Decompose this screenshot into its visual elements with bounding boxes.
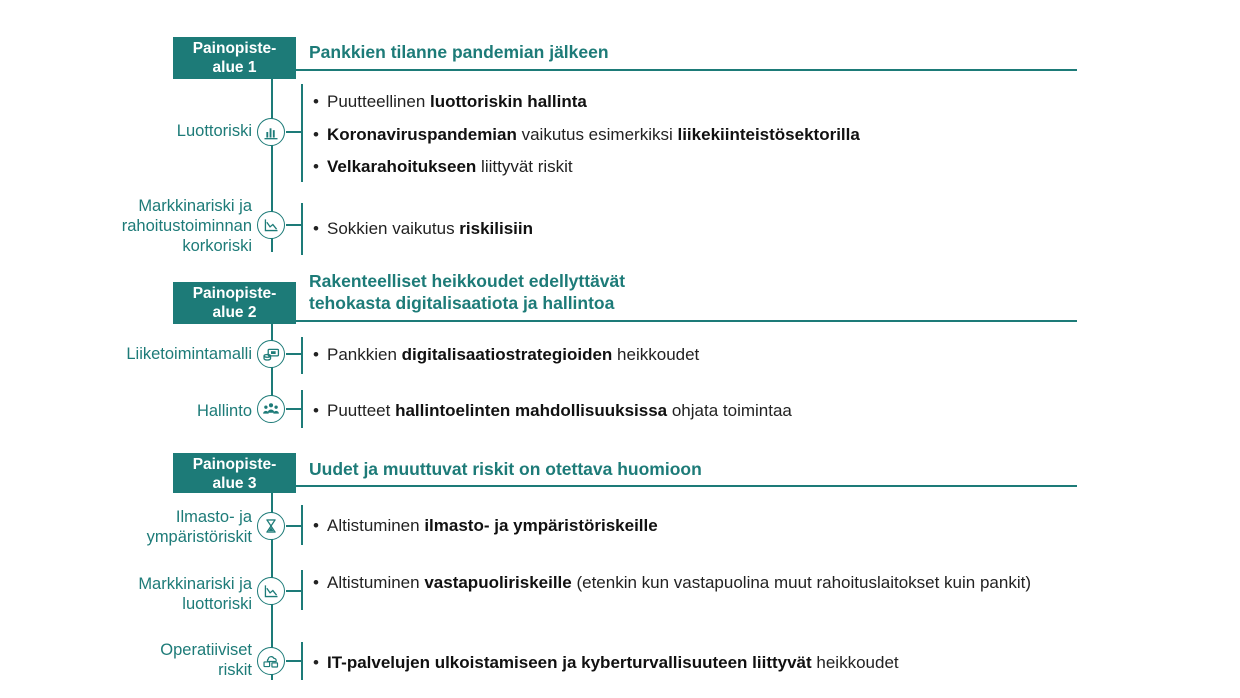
bullet-text: [327, 652, 1093, 674]
heading-underline: [296, 320, 1077, 322]
risk-category-label: [147, 507, 252, 547]
plain-text: Sokkien vaikutus: [327, 219, 460, 238]
risk-category-label-line: Hallinto: [196, 402, 252, 420]
line-chart-icon: [257, 211, 285, 239]
heading-underline: [296, 485, 1077, 487]
risk-category-label-line: Liiketoimintamalli: [126, 345, 252, 363]
emphasized-text: liikekiinteistösektorilla: [677, 125, 860, 144]
bracket-connector: [286, 525, 302, 527]
priority-area-heading: [309, 270, 625, 314]
emphasized-text: Koronaviruspandemian: [327, 125, 517, 144]
bullet-item: [313, 156, 1093, 178]
line-chart-icon: [257, 577, 285, 605]
plain-text: Puutteet: [327, 401, 396, 420]
plain-text: heikkoudet: [612, 345, 700, 364]
plain-text: liittyvät riskit: [476, 157, 573, 176]
risk-category-label: [197, 401, 252, 421]
priority-area-badge: [173, 37, 296, 79]
bullet-item: [313, 91, 1093, 113]
priority-area-heading-line: Rakenteelliset heikkoudet edellyttävät: [309, 271, 626, 291]
money-icon: [257, 340, 285, 368]
bracket-connector: [286, 224, 302, 226]
bullet-marker: •: [313, 573, 319, 592]
risk-category-label: [138, 574, 252, 614]
risk-category-label-line: rahoitustoiminnan: [121, 217, 252, 235]
risk-category-label-line: korkoriski: [182, 237, 252, 255]
bracket-connector: [286, 131, 302, 133]
group-bracket: [301, 84, 303, 182]
bullet-text: [327, 218, 1093, 240]
priority-area-badge-line: alue 2: [212, 304, 257, 321]
priority-area-heading-line: tehokasta digitalisaatiota ja hallintoa: [309, 293, 615, 313]
priority-area-badge-line: Painopiste-: [192, 456, 277, 473]
risk-category-label: [177, 121, 252, 141]
emphasized-text: digitalisaatiostrategioiden: [401, 345, 613, 364]
risk-category-label-line: Markkinariski ja: [138, 575, 252, 593]
bullet-text: [327, 400, 1093, 422]
bullet-item: [313, 652, 1093, 674]
bullet-marker: •: [313, 345, 319, 364]
bullet-marker: •: [313, 401, 319, 420]
priority-area-badge: [173, 453, 296, 493]
risk-category-label: [122, 196, 252, 256]
emphasized-text: riskilisiin: [459, 219, 533, 238]
emphasized-text: vastapuoliriskeille: [424, 573, 572, 592]
bullet-marker: •: [313, 92, 319, 111]
priority-area-heading-line: Uudet ja muuttuvat riskit on otettava huomioon: [309, 459, 702, 479]
bullet-item: [313, 572, 1093, 594]
bracket-connector: [286, 408, 302, 410]
priority-area-heading-line: Pankkien tilanne pandemian jälkeen: [309, 42, 609, 62]
bullet-text: [327, 344, 1093, 366]
plain-text: Puutteellinen: [327, 92, 431, 111]
emphasized-text: Velkarahoitukseen: [327, 157, 477, 176]
priority-area-badge-line: alue 1: [212, 59, 257, 76]
bullet-marker: •: [313, 653, 319, 672]
bracket-connector: [286, 353, 302, 355]
people-icon: [257, 395, 285, 423]
bullet-text: [327, 156, 1093, 178]
bullet-text: [327, 124, 1093, 146]
bullet-marker: •: [313, 516, 319, 535]
bullet-text: [327, 572, 1093, 594]
risk-category-label-line: luottoriski: [182, 595, 252, 613]
bullet-item: [313, 515, 1093, 537]
priority-area-badge-line: alue 3: [212, 475, 257, 492]
emphasized-text: IT-palvelujen ulkoistamiseen ja kyberturvallisuuteen liittyvät: [327, 653, 812, 672]
bracket-connector: [286, 660, 302, 662]
group-bracket: [301, 337, 303, 374]
risk-category-label-line: Luottoriski: [176, 122, 252, 140]
bullet-item: [313, 400, 1093, 422]
plain-text: (etenkin kun vastapuolina muut rahoituslaitokset kuin pankit): [571, 573, 1031, 592]
bar-chart-icon: [257, 118, 285, 146]
group-bracket: [301, 203, 303, 255]
bullet-item: [313, 124, 1093, 146]
risk-category-label-line: Markkinariski ja: [138, 197, 252, 215]
priority-area-badge-line: Painopiste-: [192, 285, 277, 302]
bullet-item: [313, 344, 1093, 366]
emphasized-text: ilmasto- ja ympäristöriskeille: [424, 516, 658, 535]
bullet-item: [313, 218, 1093, 240]
priority-area-badge: [173, 282, 296, 324]
risk-category-label: [160, 640, 252, 680]
plain-text: Altistuminen: [327, 573, 425, 592]
risk-category-label-line: Operatiiviset: [160, 641, 252, 659]
bracket-connector: [286, 590, 302, 592]
bullet-text: [327, 91, 1093, 113]
bullet-text: [327, 515, 1093, 537]
bullet-marker: •: [313, 125, 319, 144]
hourglass-icon: [257, 512, 285, 540]
priority-area-heading: [309, 458, 702, 480]
bullet-marker: •: [313, 219, 319, 238]
plain-text: vaikutus esimerkiksi: [516, 125, 678, 144]
risk-category-label-line: Ilmasto- ja: [175, 508, 252, 526]
cloud-devices-icon: [257, 647, 285, 675]
emphasized-text: hallintoelinten mahdollisuuksissa: [395, 401, 668, 420]
bullet-marker: •: [313, 157, 319, 176]
risk-category-label-line: ympäristöriskit: [146, 528, 252, 546]
plain-text: Altistuminen: [327, 516, 425, 535]
priority-area-heading: [309, 41, 609, 63]
risk-category-label: [126, 344, 252, 364]
heading-underline: [296, 69, 1077, 71]
plain-text: Pankkien: [327, 345, 402, 364]
priority-area-badge-line: Painopiste-: [192, 40, 277, 57]
plain-text: ohjata toimintaa: [667, 401, 792, 420]
risk-category-label-line: riskit: [218, 661, 252, 679]
emphasized-text: luottoriskin hallinta: [430, 92, 587, 111]
plain-text: heikkoudet: [811, 653, 899, 672]
